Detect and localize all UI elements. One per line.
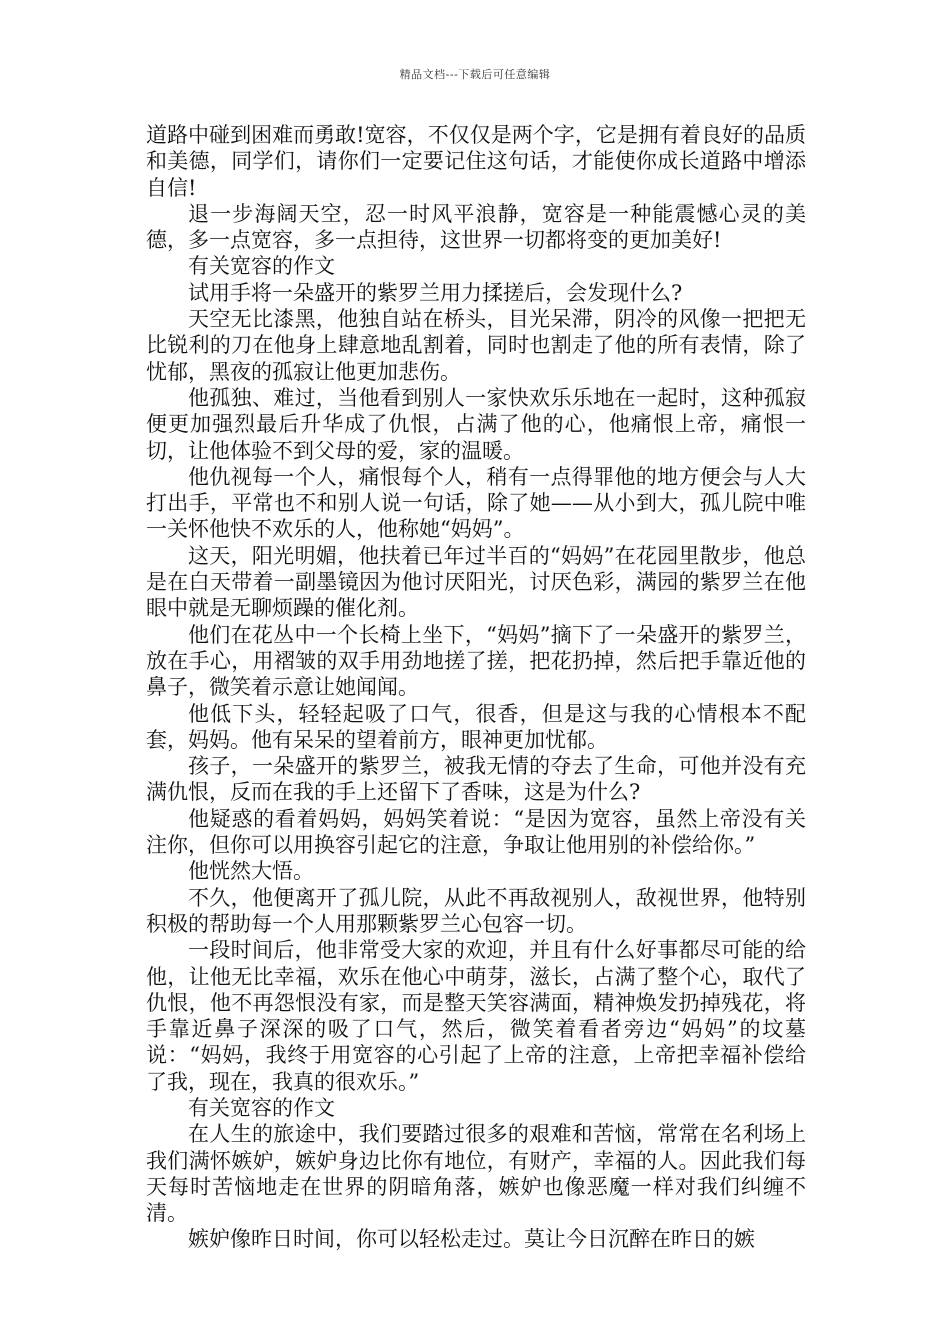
- page-header: 精品文档---下载后可任意编辑: [399, 68, 551, 81]
- paragraph: 孩子，一朵盛开的紫罗兰，被我无情的夺去了生命，可他并没有充满仇恨，反而在我的手上还留下了香味，这是为什么?: [146, 754, 806, 805]
- section-title: 有关宽容的作文: [188, 254, 335, 279]
- paragraph: 试用手将一朵盛开的紫罗兰用力揉搓后，会发现什么?: [188, 280, 683, 305]
- paragraph: 在人生的旅途中，我们要踏过很多的艰难和苦恼，常常在名利场上我们满怀嫉妒，嫉妒身边比你有地位，有财产，幸福的人。因此我们每天每时苦恼地走在世界的阴暗角落，嫉妒也像恶魔一样对我们纠缠不清。: [146, 1122, 806, 1226]
- paragraph: 这天，阳光明媚，他扶着已年过半百的“妈妈”在花园里散步，他总是在白天带着一副墨镜因为他讨厌阳光，讨厌色彩，满园的紫罗兰在他眼中就是无聊烦躁的催化剂。: [146, 543, 806, 621]
- paragraph: 他们在花丛中一个长椅上坐下，“妈妈”摘下了一朵盛开的紫罗兰，放在手心，用褶皱的双手用劲地搓了搓，把花扔掉，然后把手靠近他的鼻子，微笑着示意让她闻闻。: [146, 622, 806, 700]
- paragraph: 嫉妒像昨日时间，你可以轻松走过。莫让今日沉醉在昨日的嫉: [188, 1227, 755, 1252]
- paragraph: 一段时间后，他非常受大家的欢迎，并且有什么好事都尽可能的给他，让他无比幸福，欢乐在他心中萌芽，滋长，占满了整个心，取代了仇恨，他不再怨恨没有家，而是整天笑容满面，精神焕发扔掉残花，将手靠近鼻子深深的吸了口气，然后，微笑着看者旁边“妈妈”的坟墓说：“妈妈，我终于用宽容的心引起了上帝的注意，上帝把幸福补偿给了我，现在，我真的很欢乐。”: [146, 938, 806, 1094]
- section-title: 有关宽容的作文: [188, 1095, 335, 1120]
- paragraph: 不久，他便离开了孤儿院，从此不再敌视别人，敌视世界，他特别积极的帮助每一个人用那颗紫罗兰心包容一切。: [146, 885, 806, 936]
- paragraph: 他仇视每一个人，痛恨每个人，稍有一点得罪他的地方便会与人大打出手，平常也不和别人说一句话，除了她——从小到大，孤儿院中唯一关怀他快不欢乐的人，他称她“妈妈”。: [146, 464, 806, 542]
- paragraph: 他低下头，轻轻起吸了口气，很香，但是这与我的心情根本不配套，妈妈。他有呆呆的望着前方，眼神更加忧郁。: [146, 701, 806, 752]
- document-body: [146, 122, 806, 1253]
- paragraph: 退一步海阔天空，忍一时风平浪静，宽容是一种能震憾心灵的美德，多一点宽容，多一点担待，这世界一切都将变的更加美好!: [146, 201, 806, 253]
- paragraph: 他疑惑的看着妈妈，妈妈笑着说：“是因为宽容，虽然上帝没有关注你，但你可以用换容引起它的注意，争取让他用别的补偿给你。”: [146, 806, 806, 858]
- paragraph: 他恍然大悟。: [188, 859, 314, 884]
- paragraph: 他孤独、难过，当他看到别人一家快欢乐乐地在一起时，这种孤寂便更加强烈最后升华成了仇恨，占满了他的心，他痛恨上帝，痛恨一切，让他体验不到父母的爱，家的温暖。: [146, 385, 806, 463]
- paragraph: 道路中碰到困难而勇敢!宽容，不仅仅是两个字，它是拥有着良好的品质和美德，同学们，请你们一定要记住这句话，才能使你成长道路中增添自信!: [146, 123, 806, 200]
- paragraph: 天空无比漆黑，他独自站在桥头，目光呆滞，阴冷的风像一把把无比锐利的刀在他身上肆意地乱割着，同时也割走了他的所有表情，除了忧郁，黑夜的孤寂让他更加悲伤。: [146, 307, 806, 384]
